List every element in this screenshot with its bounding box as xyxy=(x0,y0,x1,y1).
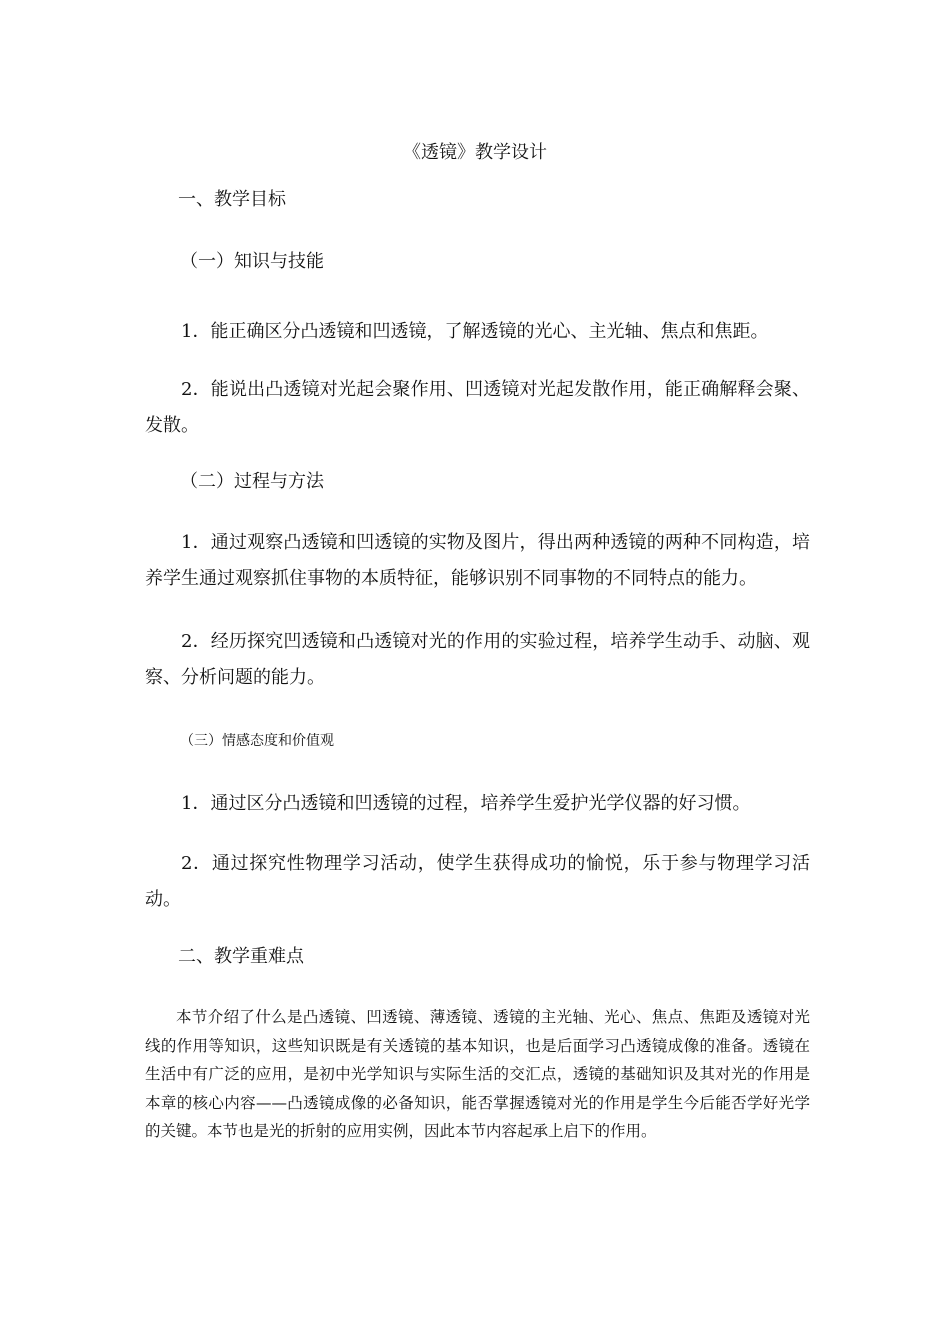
subsection-heading-process-method: （二）过程与方法 xyxy=(180,471,324,492)
objective-item: 2．通过探究性物理学习活动，使学生获得成功的愉悦，乐于参与物理学习活动。 xyxy=(145,853,810,910)
objective-item: 2．经历探究凹透镜和凸透镜对光的作用的实验过程，培养学生动手、动脑、观察、分析问题的能力。 xyxy=(145,631,810,688)
subsection-heading-emotion-values: （三）情感态度和价值观 xyxy=(180,733,334,749)
section-heading-teaching-objectives: 一、教学目标 xyxy=(178,189,286,210)
body-paragraph: 本节介绍了什么是凸透镜、凹透镜、薄透镜、透镜的主光轴、光心、焦点、焦距及透镜对光线的作用等知识，这些知识既是有关透镜的基本知识，也是后面学习凸透镜成像的准备。透镜在生活中有广泛的应用，是初中光学知识与实际生活的交汇点，透镜的基础知识及其对光的作用是本章的核心内容——凸透镜成像的必备知识，能否掌握透镜对光的作用是学生今后能否学好光学的关键。本节也是光的折射的应用实例，因此本节内容起承上启下的作用。 xyxy=(145,1008,810,1140)
subsection-heading-knowledge-skills: （一）知识与技能 xyxy=(180,251,324,272)
document-title: 《透镜》教学设计 xyxy=(403,142,547,163)
objective-item: 1．通过观察凸透镜和凹透镜的实物及图片，得出两种透镜的两种不同构造，培养学生通过观察抓住事物的本质特征，能够识别不同事物的不同特点的能力。 xyxy=(145,532,810,589)
objective-item: 2．能说出凸透镜对光起会聚作用、凹透镜对光起发散作用，能正确解释会聚、发散。 xyxy=(145,379,810,436)
objective-item: 1．能正确区分凸透镜和凹透镜，了解透镜的光心、主光轴、焦点和焦距。 xyxy=(181,321,769,342)
section-heading-key-difficulties: 二、教学重难点 xyxy=(178,946,304,967)
objective-item: 1．通过区分凸透镜和凹透镜的过程，培养学生爱护光学仪器的好习惯。 xyxy=(181,793,751,814)
